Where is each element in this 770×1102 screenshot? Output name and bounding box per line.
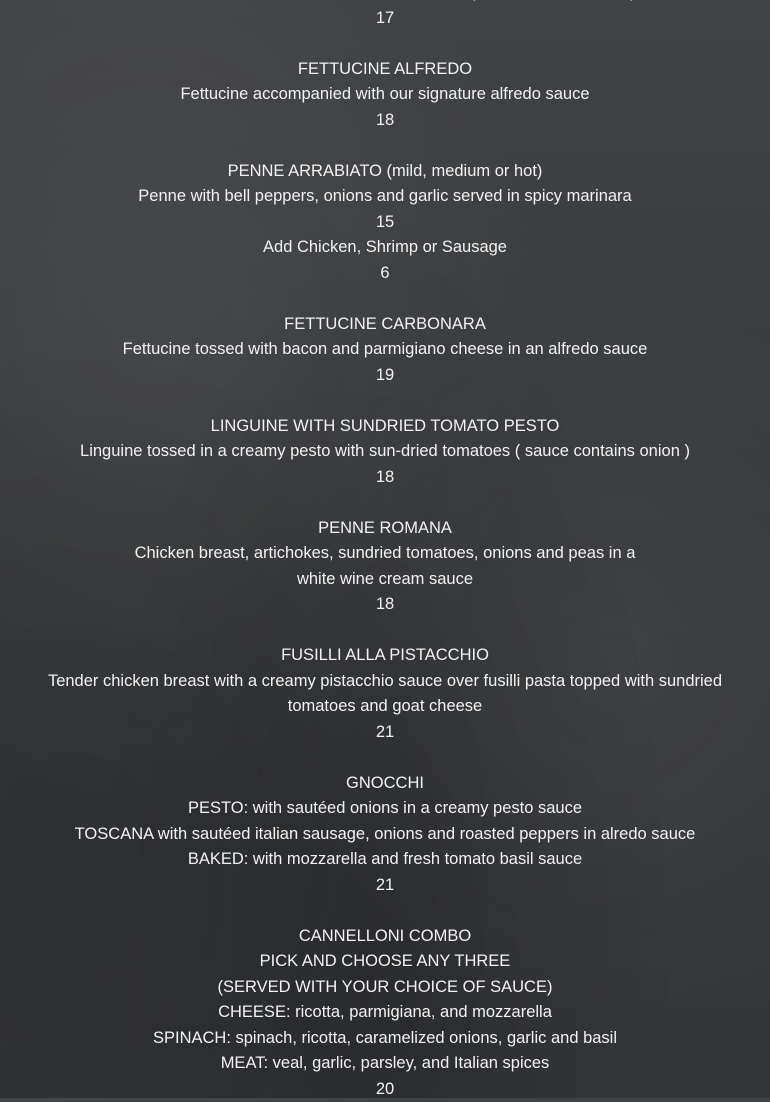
item-price: 19 bbox=[0, 363, 770, 389]
menu-item-penne-arrabiato bbox=[0, 159, 770, 287]
item-title: PENNE ARRABIATO (mild, medium or hot) bbox=[0, 159, 770, 185]
spacer bbox=[0, 490, 770, 516]
spacer bbox=[0, 133, 770, 159]
item-description: Tender chicken breast with a creamy pistacchio sauce over fusilli pasta topped with sundried bbox=[0, 669, 770, 695]
spacer bbox=[0, 745, 770, 771]
item-option: TOSCANA with sautéed italian sausage, onions and roasted peppers in alredo sauce bbox=[0, 822, 770, 848]
item-option: BAKED: with mozzarella and fresh tomato basil sauce bbox=[0, 847, 770, 873]
item-addon: Add Chicken, Shrimp or Sausage bbox=[0, 235, 770, 261]
item-option: SPINACH: spinach, ricotta, caramelized onions, garlic and basil bbox=[0, 1026, 770, 1052]
item-title: FETTUCINE ALFREDO bbox=[0, 57, 770, 83]
item-description: tomatoes and goat cheese bbox=[0, 694, 770, 720]
spacer bbox=[0, 31, 770, 57]
item-price: 15 bbox=[0, 210, 770, 236]
spacer bbox=[0, 618, 770, 644]
menu-item-fettucine-alfredo bbox=[0, 57, 770, 134]
item-addon-price: 6 bbox=[0, 261, 770, 287]
item-description: white wine cream sauce bbox=[0, 567, 770, 593]
item-description: Penne with bell peppers, onions and garlic served in spicy marinara bbox=[0, 184, 770, 210]
menu-item-vodka-penne bbox=[0, 0, 770, 31]
menu-item-linguine-pesto bbox=[0, 414, 770, 491]
item-price: 21 bbox=[0, 720, 770, 746]
item-price: 21 bbox=[0, 873, 770, 899]
item-subtitle: PICK AND CHOOSE ANY THREE bbox=[0, 949, 770, 975]
item-description: Fettucine accompanied with our signature alfredo sauce bbox=[0, 82, 770, 108]
item-option: CHEESE: ricotta, parmigiana, and mozzarella bbox=[0, 1000, 770, 1026]
menu-item-cannelloni-combo bbox=[0, 924, 770, 1102]
item-option: PESTO: with sautéed onions in a creamy pesto sauce bbox=[0, 796, 770, 822]
item-subtitle: (SERVED WITH YOUR CHOICE OF SAUCE) bbox=[0, 975, 770, 1001]
menu-item-gnocchi bbox=[0, 771, 770, 899]
spacer bbox=[0, 388, 770, 414]
item-title: FUSILLI ALLA PISTACCHIO bbox=[0, 643, 770, 669]
item-title: PENNE ROMANA bbox=[0, 516, 770, 542]
item-price: 18 bbox=[0, 465, 770, 491]
item-title: FETTUCINE CARBONARA bbox=[0, 312, 770, 338]
item-title: CANNELLONI COMBO bbox=[0, 924, 770, 950]
spacer bbox=[0, 286, 770, 312]
item-option: MEAT: veal, garlic, parsley, and Italian spices bbox=[0, 1051, 770, 1077]
spacer bbox=[0, 898, 770, 924]
menu-item-penne-romana bbox=[0, 516, 770, 618]
item-price: 17 bbox=[0, 6, 770, 32]
item-price: 18 bbox=[0, 592, 770, 618]
item-title: LINGUINE WITH SUNDRIED TOMATO PESTO bbox=[0, 414, 770, 440]
item-price: 20 bbox=[0, 1077, 770, 1102]
menu-item-fusilli-pistacchio bbox=[0, 643, 770, 745]
item-title: GNOCCHI bbox=[0, 771, 770, 797]
item-description: Chicken breast, artichokes, sundried tomatoes, onions and peas in a bbox=[0, 541, 770, 567]
menu-item-fettucine-carbonara bbox=[0, 312, 770, 389]
item-description: Linguine tossed in a creamy pesto with sun-dried tomatoes ( sauce contains onion ) bbox=[0, 439, 770, 465]
item-price: 18 bbox=[0, 108, 770, 134]
item-description: Fettucine tossed with bacon and parmigiano cheese in an alfredo sauce bbox=[0, 337, 770, 363]
